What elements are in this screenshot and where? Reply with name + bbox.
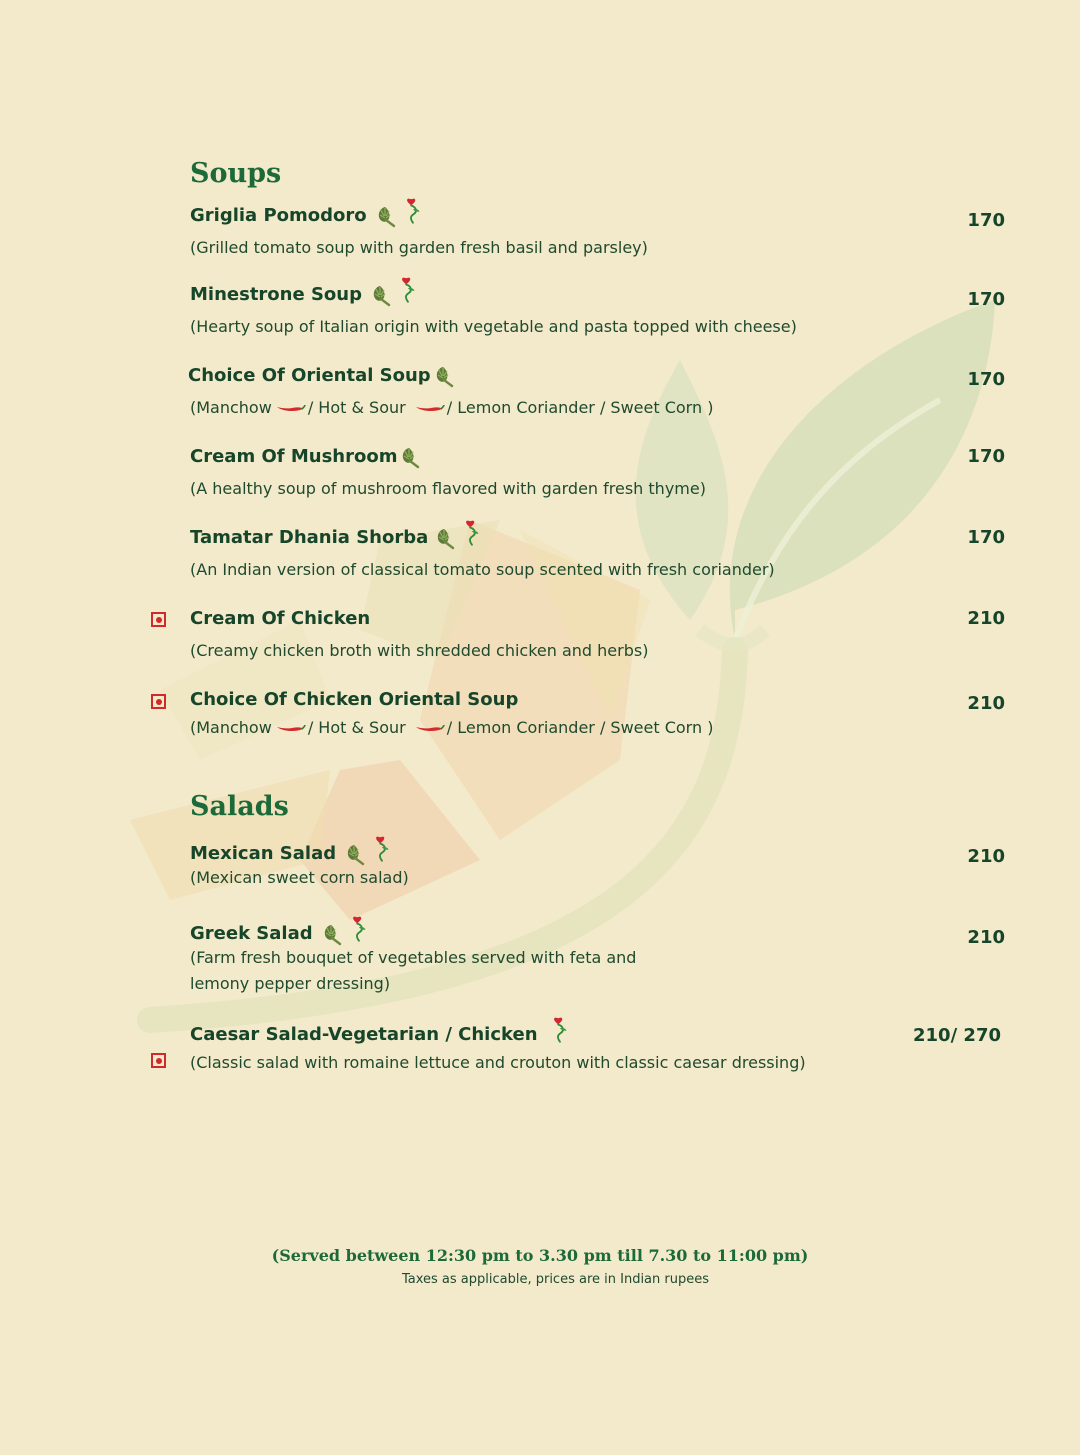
vegetable-icon	[432, 526, 456, 550]
item-description: (Hearty soup of Italian origin with vegetable and pasta topped with cheese)	[190, 317, 797, 336]
section-title-salads: Salads	[190, 791, 289, 822]
item-description: (Creamy chicken broth with shredded chicken and herbs)	[190, 641, 649, 660]
chili-icon	[415, 724, 445, 734]
serving-hours: (Served between 12:30 pm to 3.30 pm till 7.30 to 11:00 pm)	[271, 1246, 809, 1265]
non-veg-icon	[151, 612, 166, 627]
vegetable-icon	[397, 445, 421, 469]
item-description-line-2: lemony pepper dressing)	[190, 974, 391, 993]
item-name: Choice Of Oriental Soup	[188, 365, 431, 386]
vegetable-icon	[431, 364, 455, 388]
flower-icon	[550, 1016, 570, 1044]
item-name: Cream Of Chicken	[190, 608, 371, 629]
item-name: Minestrone Soup	[190, 284, 362, 305]
item-name: Griglia Pomodoro	[190, 205, 367, 226]
non-veg-icon	[151, 1053, 166, 1068]
item-name: Caesar Salad-Vegetarian / Chicken	[190, 1024, 538, 1045]
item-price: 210	[967, 927, 1005, 948]
chili-icon	[415, 404, 445, 414]
item-price: 210/ 270	[913, 1025, 1001, 1046]
chili-icon	[276, 404, 306, 414]
item-description: (Mexican sweet corn salad)	[190, 868, 409, 887]
item-price: 210	[967, 846, 1005, 867]
tax-note: Taxes as applicable, prices are in Indian rupees	[401, 1272, 710, 1287]
flower-icon	[372, 835, 392, 863]
item-description: (Farm fresh bouquet of vegetables served with feta and	[190, 948, 637, 967]
vegetable-icon	[373, 204, 397, 228]
item-price: 210	[967, 693, 1005, 714]
item-name: Greek Salad	[190, 923, 313, 944]
item-description: (Grilled tomato soup with garden fresh basil and parsley)	[190, 238, 648, 257]
section-title-soups: Soups	[190, 158, 282, 189]
flower-icon	[462, 519, 482, 547]
item-name: Mexican Salad	[190, 843, 337, 864]
item-description: (Manchow / Hot & Sour / Lemon Coriander / Sweet Corn )	[190, 718, 714, 737]
item-price: 170	[967, 527, 1005, 548]
vegetable-icon	[319, 922, 343, 946]
item-price: 170	[967, 446, 1005, 467]
item-name: Tamatar Dhania Shorba	[190, 527, 429, 548]
item-name: Choice Of Chicken Oriental Soup	[190, 689, 519, 710]
item-description: (An Indian version of classical tomato soup scented with fresh coriander)	[190, 560, 775, 579]
item-price: 170	[967, 289, 1005, 310]
flower-icon	[403, 197, 423, 225]
vegetable-icon	[368, 283, 392, 307]
item-description: (A healthy soup of mushroom flavored with garden fresh thyme)	[190, 479, 706, 498]
non-veg-icon	[151, 694, 166, 709]
item-description: (Classic salad with romaine lettuce and crouton with classic caesar dressing)	[190, 1053, 806, 1072]
item-price: 210	[967, 608, 1005, 629]
item-price: 170	[967, 210, 1005, 231]
flower-icon	[398, 276, 418, 304]
chili-icon	[276, 724, 306, 734]
item-price: 170	[967, 369, 1005, 390]
item-description: (Manchow / Hot & Sour / Lemon Coriander / Sweet Corn )	[190, 398, 714, 417]
flower-icon	[349, 915, 369, 943]
item-name: Cream Of Mushroom	[190, 446, 398, 467]
vegetable-icon	[342, 842, 366, 866]
